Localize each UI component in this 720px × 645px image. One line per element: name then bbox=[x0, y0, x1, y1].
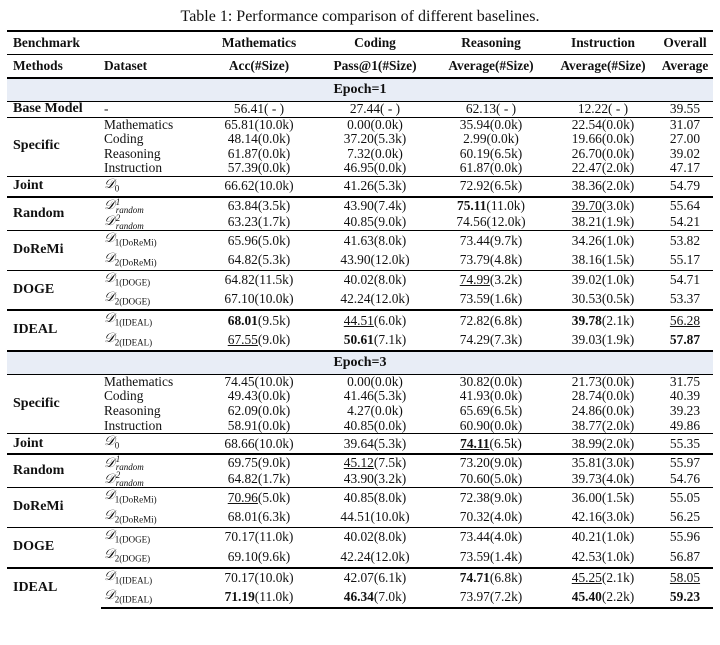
value-cell: 27.44( - ) bbox=[317, 102, 433, 118]
value-cell: 42.07(6.1k) bbox=[317, 568, 433, 588]
value-cell: 62.13( - ) bbox=[433, 102, 549, 118]
dataset-symbol: 𝒟$_{2(IDEAL)}$ bbox=[104, 329, 153, 348]
value-cell: 62.09(0.0k) bbox=[227, 403, 291, 419]
value-cell: 58.91(0.0k) bbox=[227, 417, 291, 433]
value-cell: 72.38(9.0k) bbox=[433, 488, 549, 508]
table-row bbox=[7, 270, 713, 290]
dataset-cell bbox=[101, 331, 201, 351]
results-table bbox=[7, 30, 713, 609]
value-cell: 40.02(8.0k) bbox=[317, 270, 433, 290]
dataset-cell bbox=[101, 214, 201, 231]
table-row bbox=[7, 117, 713, 132]
value-cell: 56.25 bbox=[669, 509, 701, 525]
epoch-label: Epoch=3 bbox=[7, 351, 713, 375]
value-cell: 39.78(2.1k) bbox=[549, 310, 657, 330]
table-row bbox=[7, 251, 713, 271]
table-row bbox=[7, 331, 713, 351]
value-cell: 69.75(9.0k) bbox=[201, 454, 317, 471]
value-cell: 71.19(11.0k) bbox=[201, 588, 317, 608]
value-cell: 74.71(6.8k) bbox=[433, 568, 549, 588]
value-cell: 41.26(5.3k) bbox=[317, 176, 433, 197]
table-caption: Table 1: Performance comparison of different baselines. bbox=[180, 8, 540, 25]
value-cell: 75.11(11.0k) bbox=[433, 197, 549, 214]
value-cell: 7.32(0.0k) bbox=[347, 145, 403, 161]
dataset-cell bbox=[101, 434, 201, 455]
table-row bbox=[7, 508, 713, 528]
header-cell bbox=[101, 31, 201, 55]
value-cell: 73.59(1.4k) bbox=[459, 548, 523, 564]
value-cell: 56.41( - ) bbox=[201, 102, 317, 118]
value-cell: 67.10(10.0k) bbox=[224, 291, 294, 307]
value-cell: 53.37 bbox=[669, 291, 701, 307]
header-cell: Acc(#Size) bbox=[201, 55, 317, 79]
method-cell: Random bbox=[7, 197, 101, 231]
epoch-row bbox=[7, 351, 713, 375]
method-cell: IDEAL bbox=[7, 310, 101, 351]
value-cell: 39.03(1.9k) bbox=[571, 331, 635, 347]
value-cell: 22.54(0.0k) bbox=[549, 117, 657, 132]
dataset-cell bbox=[101, 568, 201, 588]
value-cell: 64.82(1.7k) bbox=[227, 471, 291, 487]
table-row bbox=[7, 528, 713, 548]
value-cell: 24.86(0.0k) bbox=[571, 403, 635, 419]
dataset-cell: Instruction bbox=[104, 417, 163, 433]
value-cell: 70.96(5.0k) bbox=[201, 488, 317, 508]
value-cell: 19.66(0.0k) bbox=[571, 131, 635, 147]
value-cell: 26.70(0.0k) bbox=[571, 145, 635, 161]
value-cell: 40.85(8.0k) bbox=[317, 488, 433, 508]
value-cell: 55.05 bbox=[657, 488, 713, 508]
value-cell: 40.39 bbox=[669, 388, 701, 404]
value-cell: 4.27(0.0k) bbox=[347, 403, 403, 419]
value-cell: 60.90(0.0k) bbox=[459, 417, 523, 433]
table-row bbox=[7, 214, 713, 231]
value-cell: 74.99(3.2k) bbox=[433, 270, 549, 290]
dataset-symbol: 𝒟 1 random bbox=[104, 197, 144, 216]
dataset-cell bbox=[101, 588, 201, 608]
value-cell: 55.96 bbox=[657, 528, 713, 548]
method-cell: Random bbox=[7, 454, 101, 488]
dataset-cell: Instruction bbox=[104, 160, 163, 176]
value-cell: 12.22( - ) bbox=[549, 102, 657, 118]
table-row bbox=[7, 231, 713, 251]
value-cell: 42.53(1.0k) bbox=[571, 548, 635, 564]
table-row bbox=[7, 290, 713, 310]
value-cell: 57.87 bbox=[669, 331, 701, 347]
value-cell: 73.44(9.7k) bbox=[433, 231, 549, 251]
dataset-cell bbox=[101, 197, 201, 214]
table-row bbox=[7, 147, 713, 162]
header-row-2 bbox=[7, 55, 713, 79]
value-cell: 41.46(5.3k) bbox=[343, 388, 407, 404]
value-cell: 38.77(2.0k) bbox=[571, 417, 635, 433]
dataset-symbol: 𝒟 1 random bbox=[104, 454, 144, 473]
dataset-cell bbox=[101, 547, 201, 567]
value-cell: 69.10(9.6k) bbox=[227, 548, 291, 564]
value-cell: 43.90(12.0k) bbox=[340, 251, 410, 267]
table-row bbox=[7, 547, 713, 567]
dataset-symbol: 𝒟$_{1(DoReMi)}$ bbox=[104, 487, 157, 506]
header-cell: Benchmark bbox=[7, 31, 101, 55]
value-cell: 54.21 bbox=[669, 213, 701, 229]
value-cell: 70.17(11.0k) bbox=[201, 528, 317, 548]
method-cell: DoReMi bbox=[7, 231, 101, 271]
method-cell: IDEAL bbox=[7, 568, 101, 609]
table-row bbox=[7, 197, 713, 214]
value-cell: 28.74(0.0k) bbox=[571, 388, 635, 404]
dataset-cell: Reasoning bbox=[104, 403, 161, 419]
method-cell: DOGE bbox=[7, 528, 101, 568]
header-cell: Pass@1(#Size) bbox=[317, 55, 433, 79]
value-cell: 64.82(5.3k) bbox=[227, 251, 291, 267]
value-cell: 31.75 bbox=[657, 374, 713, 389]
value-cell: 38.36(2.0k) bbox=[549, 176, 657, 197]
value-cell: 74.29(7.3k) bbox=[459, 331, 523, 347]
dataset-cell bbox=[101, 270, 201, 290]
value-cell: 40.85(9.0k) bbox=[343, 213, 407, 229]
dataset-cell: Coding bbox=[104, 131, 144, 147]
value-cell: 38.99(2.0k) bbox=[549, 434, 657, 455]
value-cell: 72.82(6.8k) bbox=[433, 310, 549, 330]
value-cell: 38.16(1.5k) bbox=[571, 251, 635, 267]
dataset-symbol: 𝒟$_{2(DOGE)}$ bbox=[104, 289, 151, 307]
method-cell: Base Model bbox=[7, 102, 101, 118]
value-cell: 72.92(6.5k) bbox=[433, 176, 549, 197]
value-cell: 31.07 bbox=[657, 117, 713, 132]
dataset-symbol: 𝒟$_{1(DoReMi)}$ bbox=[104, 230, 157, 248]
dataset-symbol: 𝒟$_{2(DoReMi)}$ bbox=[104, 506, 157, 525]
header-cell: Overall bbox=[657, 31, 713, 55]
header-cell: Mathematics bbox=[201, 31, 317, 55]
value-cell: 65.81(10.0k) bbox=[201, 117, 317, 132]
dataset-cell bbox=[101, 176, 201, 197]
value-cell: 39.64(5.3k) bbox=[317, 434, 433, 455]
method-cell: DoReMi bbox=[7, 488, 101, 528]
value-cell: 61.87(0.0k) bbox=[459, 160, 523, 176]
dataset-cell bbox=[101, 290, 201, 310]
value-cell: 45.40(2.2k) bbox=[549, 588, 657, 608]
value-cell: 46.34(7.0k) bbox=[317, 588, 433, 608]
dataset-cell bbox=[101, 310, 201, 330]
dataset-symbol: 𝒟$_0$ bbox=[104, 433, 120, 451]
dataset-cell bbox=[101, 488, 201, 508]
value-cell: 35.81(3.0k) bbox=[549, 454, 657, 471]
value-cell: 37.20(5.3k) bbox=[343, 131, 407, 147]
value-cell: 59.23 bbox=[657, 588, 713, 608]
dataset-cell: Coding bbox=[104, 388, 144, 404]
table-row bbox=[7, 176, 713, 197]
value-cell: 30.53(0.5k) bbox=[571, 291, 635, 307]
value-cell: 65.96(5.0k) bbox=[201, 231, 317, 251]
value-cell: 39.73(4.0k) bbox=[571, 471, 635, 487]
epoch-label: Epoch=1 bbox=[7, 78, 713, 102]
value-cell: 43.90(3.2k) bbox=[343, 471, 407, 487]
value-cell: 0.00(0.0k) bbox=[317, 117, 433, 132]
value-cell: 44.51(10.0k) bbox=[340, 509, 410, 525]
value-cell: 39.23 bbox=[669, 403, 701, 419]
table-row bbox=[7, 488, 713, 508]
dataset-cell: Mathematics bbox=[101, 117, 201, 132]
value-cell: 54.79 bbox=[657, 176, 713, 197]
value-cell: 70.32(4.0k) bbox=[459, 509, 523, 525]
header-cell: Average(#Size) bbox=[433, 55, 549, 79]
value-cell: 49.43(0.0k) bbox=[227, 388, 291, 404]
value-cell: 48.14(0.0k) bbox=[227, 131, 291, 147]
value-cell: 34.26(1.0k) bbox=[549, 231, 657, 251]
value-cell: 68.01(6.3k) bbox=[227, 509, 291, 525]
epoch-row bbox=[7, 78, 713, 102]
table-row bbox=[7, 434, 713, 455]
value-cell: 21.73(0.0k) bbox=[549, 374, 657, 389]
value-cell: 66.62(10.0k) bbox=[201, 176, 317, 197]
table-row bbox=[7, 310, 713, 330]
method-cell: Specific bbox=[7, 117, 101, 176]
value-cell: 54.76 bbox=[669, 471, 701, 487]
value-cell: 67.55(9.0k) bbox=[227, 331, 291, 347]
method-cell: Joint bbox=[7, 434, 101, 455]
value-cell: 50.61(7.1k) bbox=[343, 331, 407, 347]
dataset-cell bbox=[101, 471, 201, 488]
method-cell: DOGE bbox=[7, 270, 101, 310]
value-cell: 40.21(1.0k) bbox=[549, 528, 657, 548]
value-cell: 44.51(6.0k) bbox=[317, 310, 433, 330]
value-cell: 22.47(2.0k) bbox=[571, 160, 635, 176]
value-cell: 40.85(0.0k) bbox=[343, 417, 407, 433]
header-cell: Coding bbox=[317, 31, 433, 55]
header-cell: Methods bbox=[7, 55, 101, 79]
value-cell: 55.17 bbox=[669, 251, 701, 267]
value-cell: 39.55 bbox=[657, 102, 713, 118]
value-cell: 55.97 bbox=[657, 454, 713, 471]
value-cell: 74.45(10.0k) bbox=[201, 374, 317, 389]
value-cell: 41.63(8.0k) bbox=[317, 231, 433, 251]
value-cell: 56.28 bbox=[657, 310, 713, 330]
header-cell: Reasoning bbox=[433, 31, 549, 55]
value-cell: 39.02 bbox=[669, 145, 701, 161]
dataset-symbol: 𝒟$_{1(IDEAL)}$ bbox=[104, 567, 153, 586]
value-cell: 73.20(9.0k) bbox=[433, 454, 549, 471]
value-cell: 73.97(7.2k) bbox=[433, 588, 549, 608]
value-cell: 55.35 bbox=[657, 434, 713, 455]
value-cell: 40.02(8.0k) bbox=[317, 528, 433, 548]
value-cell: 45.25(2.1k) bbox=[549, 568, 657, 588]
dataset-cell bbox=[101, 251, 201, 271]
value-cell: 74.11(6.5k) bbox=[433, 434, 549, 455]
value-cell: 55.64 bbox=[657, 197, 713, 214]
value-cell: 58.05 bbox=[657, 568, 713, 588]
value-cell: 45.12(7.5k) bbox=[317, 454, 433, 471]
value-cell: 36.00(1.5k) bbox=[549, 488, 657, 508]
value-cell: 42.24(12.0k) bbox=[340, 291, 410, 307]
dataset-cell: Reasoning bbox=[104, 145, 161, 161]
value-cell: 64.82(11.5k) bbox=[201, 270, 317, 290]
table-row bbox=[7, 132, 713, 147]
dataset-cell: Mathematics bbox=[101, 374, 201, 389]
dataset-symbol: 𝒟 2 random bbox=[104, 470, 144, 489]
dataset-symbol: 𝒟$_{1(IDEAL)}$ bbox=[104, 310, 153, 328]
value-cell: 56.87 bbox=[669, 548, 701, 564]
value-cell: 41.93(0.0k) bbox=[459, 388, 523, 404]
value-cell: 70.17(10.0k) bbox=[201, 568, 317, 588]
value-cell: 70.60(5.0k) bbox=[459, 471, 523, 487]
dataset-symbol: 𝒟$_0$ bbox=[104, 175, 120, 194]
dataset-cell bbox=[101, 508, 201, 528]
dataset-symbol: 𝒟 2 random bbox=[104, 213, 144, 232]
value-cell: 2.99(0.0k) bbox=[463, 131, 519, 147]
dataset-symbol: 𝒟$_{1(DOGE)}$ bbox=[104, 269, 151, 288]
table-row bbox=[7, 568, 713, 588]
table-row bbox=[7, 454, 713, 471]
dataset-symbol: 𝒟$_{1(DOGE)}$ bbox=[104, 527, 151, 545]
table-row bbox=[7, 419, 713, 434]
dataset-cell bbox=[101, 528, 201, 548]
value-cell: 43.90(7.4k) bbox=[317, 197, 433, 214]
table-row bbox=[7, 588, 713, 608]
header-cell: Instruction bbox=[549, 31, 657, 55]
value-cell: 27.00 bbox=[669, 131, 701, 147]
method-cell: Specific bbox=[7, 374, 101, 433]
value-cell: 57.39(0.0k) bbox=[227, 160, 291, 176]
value-cell: 54.71 bbox=[657, 270, 713, 290]
value-cell: 30.82(0.0k) bbox=[433, 374, 549, 389]
method-cell: Joint bbox=[7, 176, 101, 197]
dataset-cell: - bbox=[101, 102, 201, 118]
value-cell: 65.69(6.5k) bbox=[459, 403, 523, 419]
table-row bbox=[7, 102, 713, 118]
header-cell: Average bbox=[657, 55, 713, 79]
value-cell: 68.66(10.0k) bbox=[201, 434, 317, 455]
header-cell: Dataset bbox=[101, 55, 201, 79]
value-cell: 68.01(9.5k) bbox=[201, 310, 317, 330]
value-cell: 49.86 bbox=[669, 417, 701, 433]
value-cell: 42.24(12.0k) bbox=[340, 548, 410, 564]
dataset-cell bbox=[101, 454, 201, 471]
value-cell: 74.56(12.0k) bbox=[456, 213, 526, 229]
value-cell: 39.02(1.0k) bbox=[549, 270, 657, 290]
dataset-symbol: 𝒟$_{2(DOGE)}$ bbox=[104, 546, 151, 564]
header-cell: Average(#Size) bbox=[549, 55, 657, 79]
dataset-cell bbox=[101, 231, 201, 251]
dataset-symbol: 𝒟$_{2(IDEAL)}$ bbox=[104, 586, 153, 605]
dataset-symbol: 𝒟$_{2(DoReMi)}$ bbox=[104, 249, 157, 268]
value-cell: 61.87(0.0k) bbox=[227, 145, 291, 161]
table-row bbox=[7, 374, 713, 389]
value-cell: 73.44(4.0k) bbox=[433, 528, 549, 548]
value-cell: 63.84(3.5k) bbox=[201, 197, 317, 214]
table-row bbox=[7, 161, 713, 176]
table-row bbox=[7, 471, 713, 488]
value-cell: 47.17 bbox=[669, 160, 701, 176]
value-cell: 46.95(0.0k) bbox=[343, 160, 407, 176]
value-cell: 38.21(1.9k) bbox=[571, 213, 635, 229]
value-cell: 63.23(1.7k) bbox=[227, 213, 291, 229]
value-cell: 60.19(6.5k) bbox=[459, 145, 523, 161]
value-cell: 42.16(3.0k) bbox=[571, 509, 635, 525]
table-row bbox=[7, 389, 713, 404]
value-cell: 53.82 bbox=[657, 231, 713, 251]
table-row bbox=[7, 404, 713, 419]
value-cell: 35.94(0.0k) bbox=[433, 117, 549, 132]
value-cell: 73.79(4.8k) bbox=[459, 251, 523, 267]
value-cell: 39.70(3.0k) bbox=[549, 197, 657, 214]
value-cell: 73.59(1.6k) bbox=[459, 291, 523, 307]
header-row-1 bbox=[7, 31, 713, 55]
value-cell: 0.00(0.0k) bbox=[317, 374, 433, 389]
